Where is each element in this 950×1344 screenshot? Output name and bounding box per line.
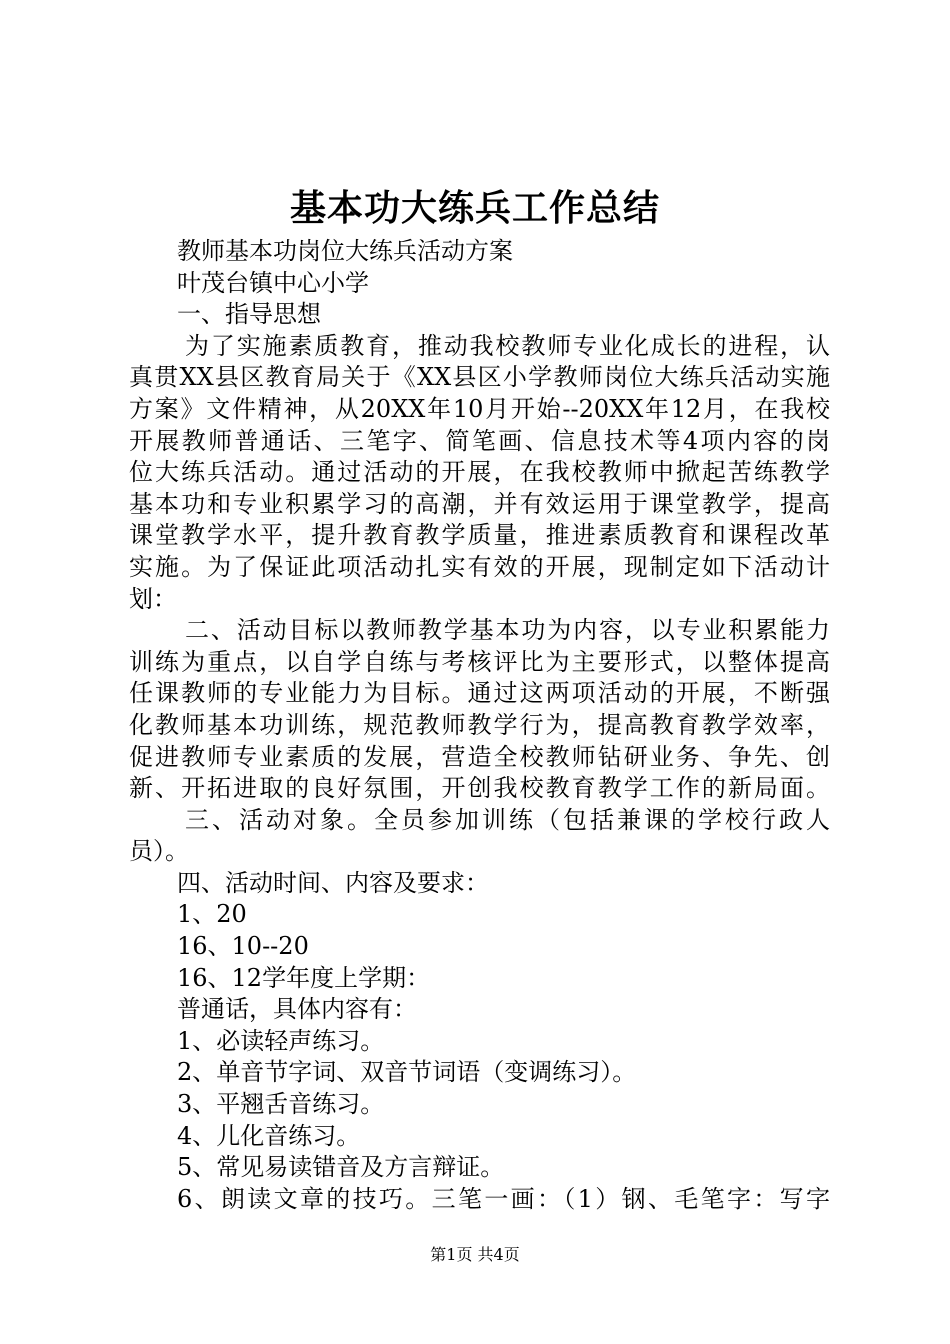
body-line: 训练为重点，以自学自练与考核评比为主要形式，以整体提高 [129,647,830,676]
body-line: 16、10--20 [177,932,309,961]
body-line: 6、朗读文章的技巧。三笔一画：（1）钢、毛笔字：写字 [177,1184,830,1213]
body-line: 5、常见易读错音及方言辩证。 [177,1153,505,1182]
body-line: 4、儿化音练习。 [177,1121,361,1150]
page-number-footer: 第1页 共4页 [430,1245,520,1264]
body-line: 一、指导思想 [177,300,321,329]
body-line: 16、12学年度上学期： [177,963,431,992]
body-line: 化教师基本功训练，规范教师教学行为，提高教育教学效率， [129,710,830,739]
body-line: 二、活动目标以教师教学基本功为内容，以专业积累能力 [185,616,830,645]
body-line: 划： [129,584,177,613]
body-line: 基本功和专业积累学习的高潮，并有效运用于课堂教学，提高 [129,489,830,518]
body-line: 2、单音节字词、双音节词语（变调练习）。 [177,1058,637,1087]
body-line: 真贯XX县区教育局关于《XX县区小学教师岗位大练兵活动实施 [129,363,830,392]
body-line: 实施。为了保证此项活动扎实有效的开展，现制定如下活动计 [129,552,830,581]
body-line: 方案》文件精神，从20XX年10月开始--20XX年12月，在我校 [129,394,830,423]
body-line: 3、平翘舌音练习。 [177,1090,385,1119]
body-line: 教师基本功岗位大练兵活动方案 [177,237,513,265]
body-line: 叶茂台镇中心小学 [177,268,369,297]
body-line: 课堂教学水平，提升教育教学质量，推进素质教育和课程改革 [129,521,830,550]
body-line: 位大练兵活动。通过活动的开展，在我校教师中掀起苦练教学 [129,458,830,487]
body-line: 员）。 [129,837,189,866]
body-line: 任课教师的专业能力为目标。通过这两项活动的开展，不断强 [129,679,830,708]
body-line: 四、活动时间、内容及要求： [177,868,489,897]
body-line: 三、活动对象。全员参加训练（包括兼课的学校行政人 [185,805,830,834]
body-line: 1、必读轻声练习。 [177,1026,385,1055]
body-line: 促进教师专业素质的发展，营造全校教师钻研业务、争先、创 [129,742,830,771]
body-line: 新、开拓进取的良好氛围，开创我校教育教学工作的新局面。 [129,774,830,803]
document-title: 基本功大练兵工作总结 [289,187,660,229]
document-body [129,236,830,1215]
body-line: 普通话，具体内容有： [177,995,417,1024]
body-line: 开展教师普通话、三笔字、简笔画、信息技术等4项内容的岗 [129,426,830,455]
body-line: 为了实施素质教育，推动我校教师专业化成长的进程，认 [185,331,830,360]
body-line: 1、20 [177,900,247,929]
